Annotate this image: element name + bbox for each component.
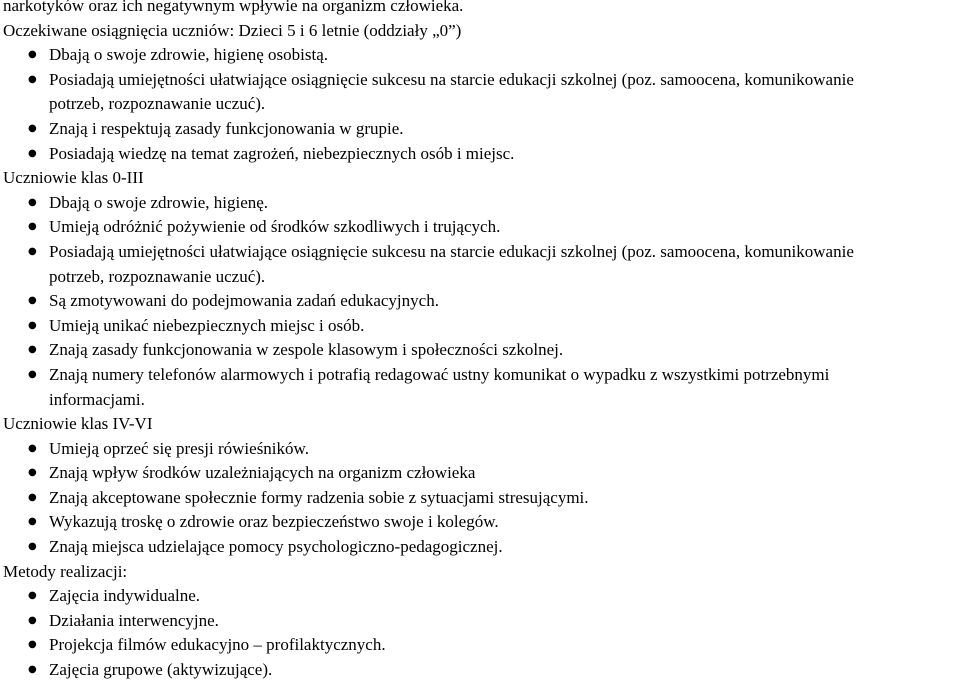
section-heading: Metody realizacji: xyxy=(3,561,128,581)
section-heading: narkotyków oraz ich negatywnym wpływie na organizm człowieka. xyxy=(3,0,464,15)
list-item-text: Znają miejsca udzielające pomocy psychologiczno-pedagogicznej. xyxy=(49,537,503,557)
bullet-icon: ● xyxy=(28,196,37,208)
list-item-text: Umieją oprzeć się presji rówieśników. xyxy=(49,438,309,458)
list-item xyxy=(0,437,960,462)
list-item-text: Umieją unikać niebezpiecznych miejsc i osób. xyxy=(49,315,365,335)
list-item-text: Posiadają umiejętności ułatwiające osiągnięcie sukcesu na starcie edukacji szkolnej (poz. samoocena, komunikowanie xyxy=(49,241,854,261)
bullet-icon: ● xyxy=(28,467,37,479)
list-item xyxy=(0,510,960,535)
section-heading: Uczniowie klas IV-VI xyxy=(3,414,153,434)
bullet-icon: ● xyxy=(28,295,37,307)
bullet-icon: ● xyxy=(28,590,37,602)
list-item xyxy=(0,584,960,609)
list-item-text: Działania interwencyjne. xyxy=(49,610,219,630)
bullet-icon: ● xyxy=(28,319,37,331)
bullet-icon: ● xyxy=(28,639,37,651)
bullet-icon: ● xyxy=(28,147,37,159)
list-item xyxy=(0,68,960,93)
bullet-icon: ● xyxy=(28,664,37,676)
list-item-text: Dbają o swoje zdrowie, higienę. xyxy=(49,192,269,212)
bullet-icon: ● xyxy=(28,541,37,553)
bullet-icon: ● xyxy=(28,344,37,356)
list-item-text: Znają i respektują zasady funkcjonowania w grupie. xyxy=(49,118,404,138)
list-item-text: Znają zasady funkcjonowania w zespole klasowym i społeczności szkolnej. xyxy=(49,340,564,360)
list-item xyxy=(0,486,960,511)
list-item-text: Znają numery telefonów alarmowych i potrafią redagować ustny komunikat o wypadku z wszystkimi potrzebnymi xyxy=(49,364,830,384)
bullet-icon: ● xyxy=(28,491,37,503)
list-item-continuation: potrzeb, rozpoznawanie uczuć). xyxy=(49,94,266,114)
list-item xyxy=(0,314,960,339)
list-item-text: Umieją odróżnić pożywienie od środków szkodliwych i trujących. xyxy=(49,217,501,237)
list-item-text: Posiadają umiejętności ułatwiające osiągnięcie sukcesu na starcie edukacji szkolnej (poz. samoocena, komunikowanie xyxy=(49,69,854,89)
list-item xyxy=(0,43,960,68)
list-item xyxy=(0,142,960,167)
list-item-text: Projekcja filmów edukacyjno – profilaktycznych. xyxy=(49,635,386,655)
list-item xyxy=(0,338,960,363)
list-item-text: Dbają o swoje zdrowie, higienę osobistą. xyxy=(49,45,329,65)
bullet-icon: ● xyxy=(28,614,37,626)
list-item xyxy=(0,191,960,216)
list-item-text: Są zmotywowani do podejmowania zadań edukacyjnych. xyxy=(49,291,439,311)
list-item xyxy=(0,240,960,265)
list-item-continuation: potrzeb, rozpoznawanie uczuć). xyxy=(49,266,266,286)
list-item xyxy=(0,289,960,314)
bullet-icon: ● xyxy=(28,368,37,380)
bullet-icon: ● xyxy=(28,442,37,454)
list-item-text: Wykazują troskę o zdrowie oraz bezpieczeństwo swoje i kolegów. xyxy=(49,512,499,532)
bullet-icon: ● xyxy=(28,221,37,233)
bullet-icon: ● xyxy=(28,49,37,61)
bullet-icon: ● xyxy=(28,516,37,528)
section-heading: Oczekiwane osiągnięcia uczniów: Dzieci 5 i 6 letnie (oddziały „0”) xyxy=(3,20,462,40)
bullet-icon: ● xyxy=(28,122,37,134)
list-item-text: Znają akceptowane społecznie formy radzenia sobie z sytuacjami stresującymi. xyxy=(49,487,589,507)
list-item xyxy=(0,609,960,634)
bullet-icon: ● xyxy=(28,245,37,257)
list-item xyxy=(0,633,960,658)
list-item xyxy=(0,215,960,240)
list-item xyxy=(0,461,960,486)
list-item-text: Zajęcia grupowe (aktywizujące). xyxy=(49,660,273,680)
list-item-text: Zajęcia indywidualne. xyxy=(49,586,201,606)
section-heading: Uczniowie klas 0-III xyxy=(3,168,144,188)
list-item xyxy=(0,658,960,683)
list-item xyxy=(0,117,960,142)
list-item-text: Znają wpływ środków uzależniających na organizm człowieka xyxy=(49,463,476,483)
list-item xyxy=(0,535,960,560)
list-item-text: Posiadają wiedzę na temat zagrożeń, niebezpiecznych osób i miejsc. xyxy=(49,143,515,163)
list-item xyxy=(0,363,960,388)
bullet-icon: ● xyxy=(28,73,37,85)
list-item-continuation: informacjami. xyxy=(49,389,145,409)
